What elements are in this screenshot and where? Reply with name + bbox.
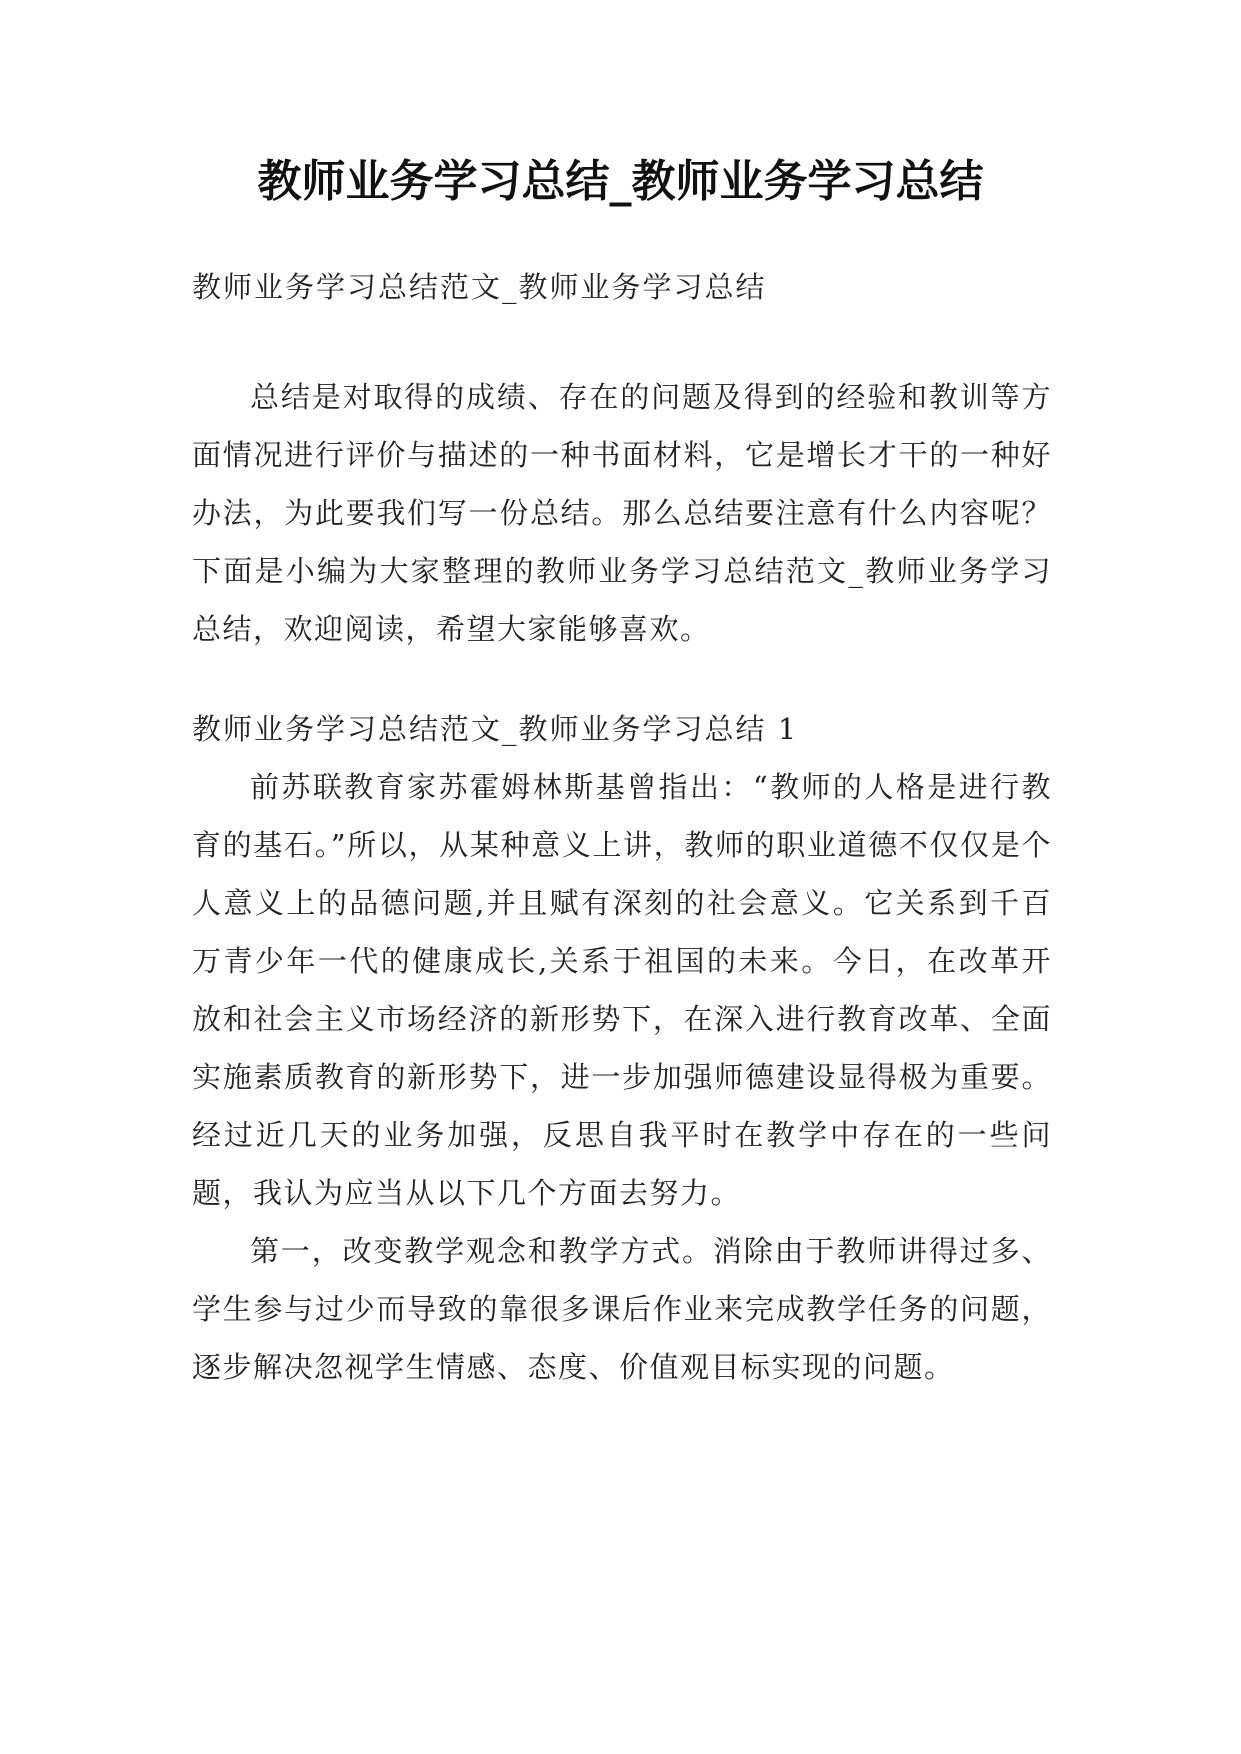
spacer xyxy=(192,658,1052,700)
intro-paragraph: 总结是对取得的成绩、存在的问题及得到的经验和教训等方面情况进行评价与描述的一种书面材料，它是增长才干的一种好办法，为此要我们写一份总结。那么总结要注意有什么内容呢？下面是小编为大家整理的教师业务学习总结范文_教师业务学习总结，欢迎阅读，希望大家能够喜欢。 xyxy=(192,380,1052,646)
document-title: 教师业务学习总结_教师业务学习总结 xyxy=(257,156,984,207)
section-heading: 教师业务学习总结范文_教师业务学习总结 1 xyxy=(192,712,799,746)
document-body xyxy=(192,258,1052,1396)
document-subtitle: 教师业务学习总结范文_教师业务学习总结 xyxy=(192,270,767,304)
body-paragraph-1: 前苏联教育家苏霍姆林斯基曾指出：“教师的人格是进行教育的基石。”所以，从某种意义上讲，教师的职业道德不仅仅是个人意义上的品德问题,并且赋有深刻的社会意义。它关系到千百万青少年一代的健康成长,关系于祖国的未来。今日，在改革开放和社会主义市场经济的新形势下，在深入进行教育改革、全面实施素质教育的新形势下，进一步加强师德建设显得极为重要。经过近几天的业务加强，反思自我平时在教学中存在的一些问题，我认为应当从以下几个方面去努力。 xyxy=(192,770,1052,1210)
body-paragraph-2: 第一，改变教学观念和教学方式。消除由于教师讲得过多、学生参与过少而导致的靠很多课后作业来完成教学任务的问题，逐步解决忽视学生情感、态度、价值观目标实现的问题。 xyxy=(192,1234,1052,1384)
spacer xyxy=(192,316,1052,368)
